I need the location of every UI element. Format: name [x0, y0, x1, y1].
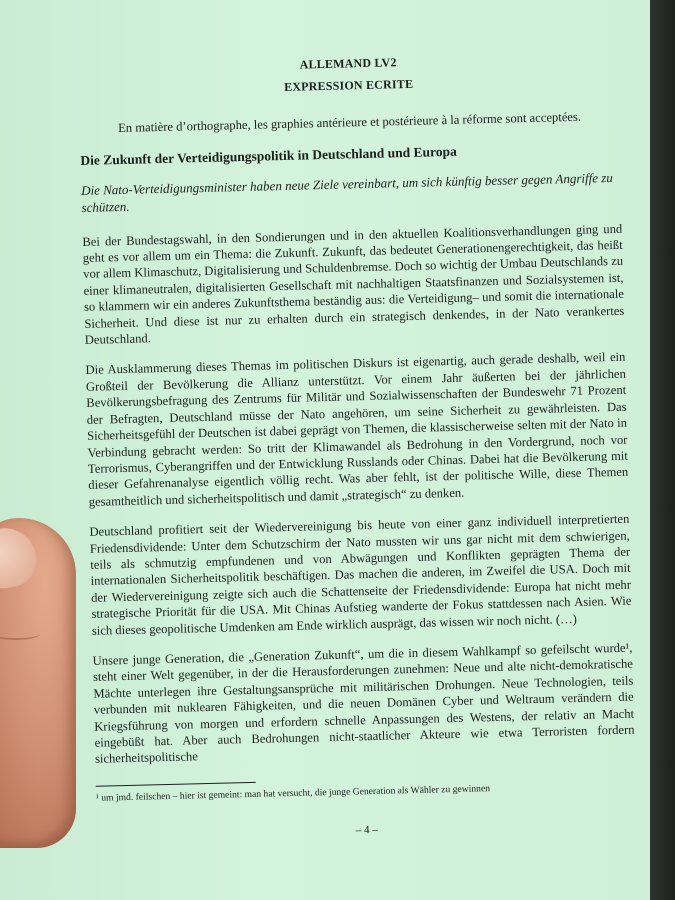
document-content [78, 49, 637, 845]
thumb-knuckle-crease [0, 628, 40, 640]
article-paragraph-3: Deutschland profitiert seit der Wiedervereinigung bis heute von einer ganz individuell interpretierten Friedensdividende: Unter dem Schutzschirm der Nato mussten wir uns gar nicht mit dem schwierigen, teils als schmutzig empfundenen und von Abwägungen und Konflikten geprägten Thema der internationalen Sicherheitspolitik beschäftigen. Das machen die anderen, im Zweifel die USA. Doch mit der Wiedervereinigung zeigte sich auch die Schattenseite der Friedensdividende: Europa hat nicht mehr strategische Priorität für die USA. Mit Chinas Aufstieg wanderte der Fokus stattdessen nach Asien. Wie sich dieses geopolitische Umdenken am Ende wirklich ausprägt, das wissen wir noch nicht. (…) [89, 511, 632, 638]
footnote: ¹ um jmd. feilschen – hier ist gemeint: man hat versucht, die junge Generation als Wähler zu gewinnen [95, 782, 491, 804]
thumbnail-nail [0, 523, 41, 593]
article-paragraph-1: Bei der Bundestagswahl, in den Sondierungen und in den aktuellen Koalitionsverhandlungen ging und geht es vor allem um ein Thema: die Zukunft. Zukunft, das bedeutet Generationengerechtigkeit, das heißt vor allem Klimaschutz, Digitalisierung und Schuldenbremse. Doch so wichtig der Umbau Deutschlands zu einer klimaneutralen, digitalisierten Gesellschaft mit nachhaltigen Staatsfinanzen und Sozialsystemen ist, so klammern wir ein anderes Zukunftsthema beständig aus: die Verteidigung– und somit die internationale Sicherheit. Und diese ist nur zu erhalten durch ein strategisch denkendes, in der Nato verankertes Deutschland. [82, 221, 625, 347]
article-title: Die Zukunft der Verteidigungspolitik in Deutschland und Europa [80, 143, 457, 169]
article-lead: Die Nato-Verteidigungsminister haben neue Ziele vereinbart, um sich künftig besser gegen Angriffe zu schützen. [80, 169, 613, 215]
exam-subject: ALLEMAND LV2 [299, 55, 397, 72]
article-paragraph-2: Die Ausklammerung dieses Themas im politischen Diskurs ist eigenartig, auch gerade deshalb, weil ein Großteil der Bevölkerung die Allianz unterstützt. Vor einem Jahr äußerten bei der jährlichen Bevölkerungsbefragung des Zentrums für Militär und Sozialwissenschaften der Bundeswehr 71 Prozent der Befragten, Deutschland müsse der Nato angehören, um seine Sicherheit zu gewährleisten. Das Sicherheitsgefühl der Deutschen ist dabei geprägt von Themen, die klassischerweise selten mit der Nato in Verbindung gebracht werden: So tritt der Klimawandel als Bedrohung in den Vordergrund, noch vor Terrorismus, Cyberangriffen und der Entwicklung Russlands oder Chinas. Dabei hat die Bevölkerung mit dieser Gefahrenanalyse eigentlich völlig recht. Was aber fehlt, ist der politische Wille, diese Themen gesamtheitlich und sicherheitspolitisch und damit „strategisch“ zu denken. [85, 350, 629, 509]
spelling-rule-note: En matière d’orthographe, les graphies antérieure et postérieure à la réforme sont acceptées. [117, 109, 582, 135]
thumb-holding-page [0, 518, 76, 848]
exam-section: EXPRESSION ECRITE [283, 77, 414, 95]
background-edge [650, 0, 675, 900]
article-paragraph-4: Unsere junge Generation, die „Generation Zukunft“, um die in diesem Wahlkampf so gefeilscht wurde¹, steht einer Welt gegenüber, in der die Herausforderungen zunehmen: Neue und alte nicht-demokratische Mächte unterlegen ihre Gestaltungsansprüche mit militärischen Drohungen. Neue Technologien, teils verbunden mit nuklearen Fähigkeiten, und die neuen Domänen Cyber und Weltraum verändern die Kriegsführung von morgen und erfordern schnelle Anpassungen des Westens, der relativ an Macht eingebüßt hat. Aber auch Bedrohungen nicht-staatlicher Akteure wie etwa Terroristen fordern sicherheitspolitische [92, 640, 635, 767]
page-number: – 4 – [355, 823, 378, 837]
footnote-divider [96, 782, 256, 787]
